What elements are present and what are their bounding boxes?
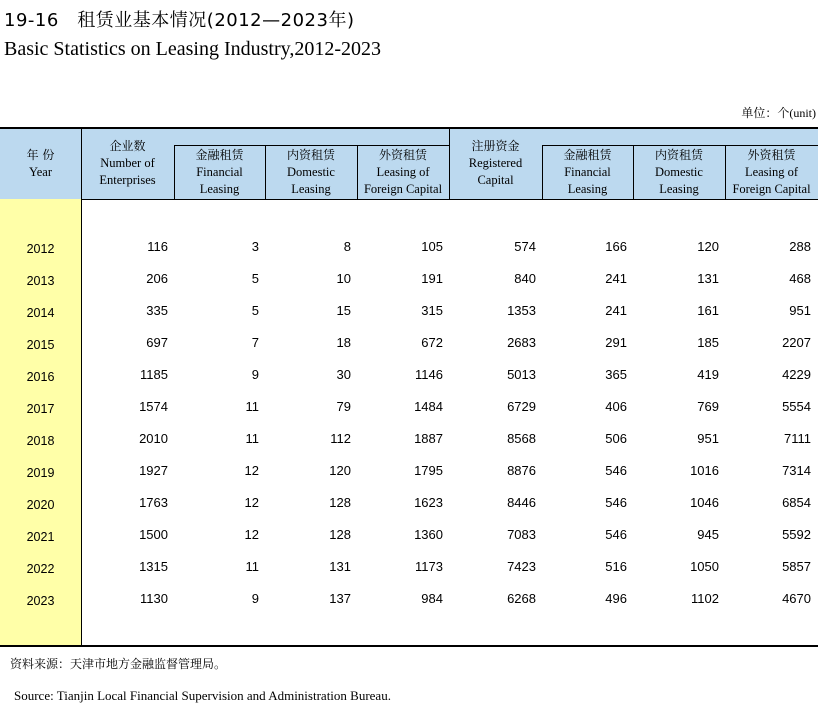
unit-label: [741, 104, 816, 121]
value-cell: 30: [336, 367, 351, 382]
value-cell: 12: [244, 463, 259, 478]
year-cell: 2017: [26, 402, 55, 416]
value-cell: 1500: [139, 527, 168, 542]
year-cell: 2016: [26, 370, 55, 384]
value-cell: 546: [605, 463, 627, 478]
source-note-en: Source: Tianjin Local Financial Supervision and Administration Bureau.: [14, 688, 391, 703]
value-cell: 1795: [414, 463, 443, 478]
value-cell: 5592: [782, 527, 811, 542]
value-cell: 131: [697, 271, 719, 286]
value-cell: 116: [147, 239, 168, 254]
year-cell: 2014: [26, 306, 55, 320]
unit-label-cn: 单位：个: [741, 106, 790, 120]
value-cell: 5: [251, 303, 259, 318]
value-cell: 7314: [782, 463, 811, 478]
header-foreign-leasing-count: 外资租赁 Leasing of Foreign Capital: [363, 148, 443, 196]
value-cell: 2010: [139, 431, 168, 446]
value-cell: 1315: [139, 559, 168, 574]
value-cell: 419: [697, 367, 719, 382]
value-cell: 185: [697, 335, 719, 350]
table-row: [0, 583, 818, 615]
year-cell: 2022: [26, 562, 55, 576]
table-row: [0, 263, 818, 295]
value-cell: 161: [697, 303, 719, 318]
table-row: [0, 455, 818, 487]
value-cell: 128: [329, 495, 351, 510]
value-cell: 506: [605, 431, 627, 446]
value-cell: 11: [245, 431, 259, 446]
value-cell: 7083: [507, 527, 536, 542]
table-row: [0, 327, 818, 359]
value-cell: 131: [329, 559, 351, 574]
value-cell: 546: [605, 495, 627, 510]
value-cell: 7423: [507, 559, 536, 574]
value-cell: 1927: [139, 463, 168, 478]
table-row: [0, 359, 818, 391]
value-cell: 7: [251, 335, 259, 350]
header-year: 年 份 Year: [26, 148, 55, 179]
value-cell: 12: [244, 527, 259, 542]
value-cell: 697: [146, 335, 168, 350]
header-subdivider-left: [174, 145, 449, 146]
statistics-table: [0, 127, 818, 647]
table-top-rule: [0, 127, 818, 129]
value-cell: 8876: [507, 463, 536, 478]
value-cell: 6854: [782, 495, 811, 510]
value-cell: 2207: [782, 335, 811, 350]
value-cell: 11: [245, 559, 259, 574]
year-cell: 2018: [26, 434, 55, 448]
value-cell: 8568: [507, 431, 536, 446]
value-cell: 769: [697, 399, 719, 414]
value-cell: 288: [789, 239, 811, 254]
year-cell: 2020: [26, 498, 55, 512]
value-cell: 5013: [507, 367, 536, 382]
value-cell: 15: [336, 303, 351, 318]
table-row: [0, 391, 818, 423]
value-cell: 7111: [784, 431, 811, 446]
value-cell: 291: [605, 335, 627, 350]
header-financial-leasing-count: 金融租赁 Financial Leasing: [195, 148, 244, 196]
header-bottom-rule: [81, 199, 818, 200]
table-row: [0, 423, 818, 455]
value-cell: 4670: [782, 591, 811, 606]
value-cell: 546: [605, 527, 627, 542]
value-cell: 6268: [507, 591, 536, 606]
value-cell: 191: [421, 271, 443, 286]
value-cell: 365: [605, 367, 627, 382]
source-note-cn: 资料来源：天津市地方金融监督管理局。: [10, 657, 227, 671]
value-cell: 112: [330, 431, 351, 446]
value-cell: 241: [605, 271, 627, 286]
value-cell: 4229: [782, 367, 811, 382]
year-cell: 2021: [26, 530, 55, 544]
year-cell: 2019: [26, 466, 55, 480]
value-cell: 206: [146, 271, 168, 286]
value-cell: 137: [329, 591, 351, 606]
table-row: [0, 519, 818, 551]
value-cell: 5: [251, 271, 259, 286]
header-subdivider-right: [542, 145, 818, 146]
value-cell: 406: [605, 399, 627, 414]
header-foreign-leasing-capital: 外资租赁 Leasing of Foreign Capital: [732, 148, 811, 196]
value-cell: 945: [697, 527, 719, 542]
value-cell: 984: [421, 591, 443, 606]
table-row: [0, 231, 818, 263]
table-row: [0, 487, 818, 519]
value-cell: 1173: [415, 559, 443, 574]
value-cell: 12: [244, 495, 259, 510]
value-cell: 1185: [140, 367, 168, 382]
value-cell: 10: [336, 271, 351, 286]
value-cell: 2683: [507, 335, 536, 350]
value-cell: 315: [421, 303, 443, 318]
table-row: [0, 295, 818, 327]
year-cell: 2023: [26, 594, 55, 608]
value-cell: 166: [605, 239, 627, 254]
value-cell: 951: [697, 431, 719, 446]
header-domestic-leasing-capital: 内资租赁 Domestic Leasing: [654, 148, 703, 196]
value-cell: 516: [605, 559, 627, 574]
value-cell: 5554: [782, 399, 811, 414]
value-cell: 18: [336, 335, 351, 350]
year-cell: 2015: [26, 338, 55, 352]
value-cell: 1016: [690, 463, 719, 478]
table-row: [0, 551, 818, 583]
value-cell: 8: [343, 239, 351, 254]
value-cell: 1050: [690, 559, 719, 574]
value-cell: 335: [146, 303, 168, 318]
value-cell: 1484: [414, 399, 443, 414]
value-cell: 1102: [691, 591, 719, 606]
header-domestic-leasing-count: 内资租赁 Domestic Leasing: [286, 148, 335, 196]
value-cell: 1887: [414, 431, 443, 446]
value-cell: 105: [421, 239, 443, 254]
value-cell: 5857: [782, 559, 811, 574]
value-cell: 120: [329, 463, 351, 478]
value-cell: 128: [329, 527, 351, 542]
value-cell: 1353: [507, 303, 536, 318]
value-cell: 1146: [415, 367, 443, 382]
value-cell: 6729: [507, 399, 536, 414]
value-cell: 468: [789, 271, 811, 286]
table-bottom-rule: [0, 645, 818, 647]
value-cell: 1360: [414, 527, 443, 542]
value-cell: 1763: [139, 495, 168, 510]
value-cell: 79: [336, 399, 351, 414]
value-cell: 574: [514, 239, 536, 254]
unit-label-en: (unit): [789, 106, 816, 120]
value-cell: 8446: [507, 495, 536, 510]
page-title-cn: 19-16 租赁业基本情况(2012—2023年): [4, 10, 355, 31]
header-enterprises: 企业数 Number of Enterprises: [99, 139, 156, 187]
value-cell: 120: [697, 239, 719, 254]
year-cell: 2013: [26, 274, 55, 288]
value-cell: 3: [251, 239, 259, 254]
page-title-en: Basic Statistics on Leasing Industry,2012-2023: [4, 38, 381, 60]
value-cell: 9: [251, 591, 259, 606]
value-cell: 1046: [690, 495, 719, 510]
value-cell: 951: [789, 303, 811, 318]
value-cell: 840: [514, 271, 536, 286]
value-cell: 11: [245, 399, 259, 414]
header-registered-capital: 注册资金 Registered Capital: [468, 139, 523, 187]
value-cell: 1574: [139, 399, 168, 414]
value-cell: 672: [421, 335, 443, 350]
value-cell: 1130: [140, 591, 168, 606]
value-cell: 1623: [414, 495, 443, 510]
value-cell: 496: [605, 591, 627, 606]
header-financial-leasing-capital: 金融租赁 Financial Leasing: [563, 148, 612, 196]
year-cell: 2012: [26, 242, 55, 256]
value-cell: 241: [605, 303, 627, 318]
value-cell: 9: [251, 367, 259, 382]
